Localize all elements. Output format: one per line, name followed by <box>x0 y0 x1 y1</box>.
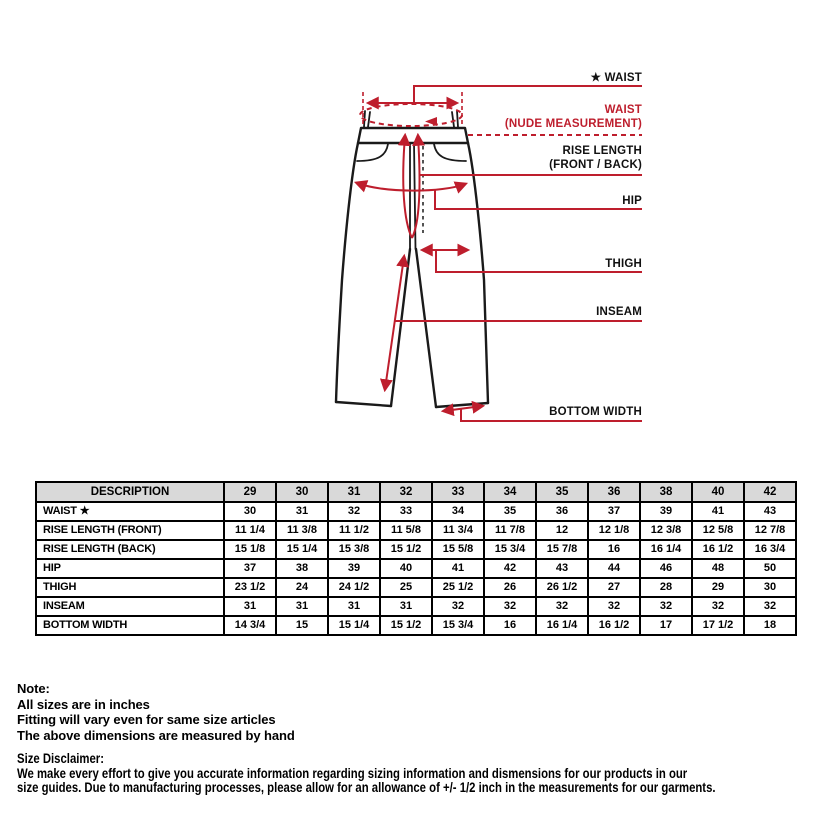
value-cell: 15 3/4 <box>484 540 536 559</box>
waist-guide-lines <box>363 92 462 127</box>
value-cell: 31 <box>276 502 328 521</box>
waist-label: ★ WAIST <box>590 72 642 84</box>
value-cell: 31 <box>380 597 432 616</box>
waist-leader-line <box>414 86 642 103</box>
pants-outline <box>336 111 488 407</box>
value-cell: 31 <box>328 597 380 616</box>
value-cell: 32 <box>588 597 640 616</box>
left-outer-seam <box>336 143 358 402</box>
header-cell-size: 33 <box>432 482 484 502</box>
value-cell: 16 3/4 <box>744 540 796 559</box>
note-line: The above dimensions are measured by hand <box>17 727 295 743</box>
value-cell: 15 1/2 <box>380 540 432 559</box>
value-cell: 32 <box>432 597 484 616</box>
value-cell: 16 <box>588 540 640 559</box>
value-cell: 15 1/4 <box>328 616 380 635</box>
rise-length-label-line1: RISE LENGTH <box>562 145 642 157</box>
value-cell: 29 <box>692 578 744 597</box>
value-cell: 17 <box>640 616 692 635</box>
value-cell: 35 <box>484 502 536 521</box>
note-block <box>17 681 295 743</box>
value-cell: 16 <box>484 616 536 635</box>
value-cell: 34 <box>432 502 484 521</box>
value-cell: 32 <box>484 597 536 616</box>
value-cell: 12 3/8 <box>640 521 692 540</box>
value-cell: 11 1/2 <box>328 521 380 540</box>
value-cell: 15 1/8 <box>224 540 276 559</box>
nude-waist-ellipse <box>360 104 462 126</box>
value-cell: 43 <box>744 502 796 521</box>
header-cell-size: 40 <box>692 482 744 502</box>
size-table <box>35 481 797 636</box>
value-cell: 28 <box>640 578 692 597</box>
right-inner-seam <box>416 249 436 407</box>
value-cell: 12 5/8 <box>692 521 744 540</box>
hip-label: HIP <box>622 195 642 207</box>
note-line: Fitting will vary even for same size articles <box>17 712 276 727</box>
row-label-cell: HIP <box>36 559 224 578</box>
value-cell: 32 <box>536 597 588 616</box>
value-cell: 18 <box>744 616 796 635</box>
row-label-cell: BOTTOM WIDTH <box>36 616 224 635</box>
value-cell: 43 <box>536 559 588 578</box>
value-cell: 39 <box>328 559 380 578</box>
value-cell: 15 5/8 <box>432 540 484 559</box>
hip-arrow <box>357 183 465 191</box>
value-cell: 24 <box>276 578 328 597</box>
disclaimer-line: size guides. Due to manufacturing processes, please allow for an allowance of +/- 1/2 inch in the measurements for our garments. <box>17 780 716 795</box>
row-label-cell: INSEAM <box>36 597 224 616</box>
size-table-header <box>36 482 796 502</box>
value-cell: 25 <box>380 578 432 597</box>
hip-leader-line <box>435 190 642 209</box>
header-cell-size: 32 <box>380 482 432 502</box>
value-cell: 15 1/4 <box>276 540 328 559</box>
value-cell: 38 <box>276 559 328 578</box>
value-cell: 24 1/2 <box>328 578 380 597</box>
value-cell: 16 1/4 <box>536 616 588 635</box>
value-cell: 14 3/4 <box>224 616 276 635</box>
left-hem <box>336 402 391 406</box>
value-cell: 11 5/8 <box>380 521 432 540</box>
header-cell-size: 38 <box>640 482 692 502</box>
bottom-width-label: BOTTOM WIDTH <box>549 406 642 418</box>
value-cell: 27 <box>588 578 640 597</box>
row-label-cell: THIGH <box>36 578 224 597</box>
value-cell: 15 1/2 <box>380 616 432 635</box>
header-cell-size: 30 <box>276 482 328 502</box>
value-cell: 26 1/2 <box>536 578 588 597</box>
header-cell-size: 31 <box>328 482 380 502</box>
value-cell: 12 7/8 <box>744 521 796 540</box>
value-cell: 11 3/8 <box>276 521 328 540</box>
value-cell: 30 <box>744 578 796 597</box>
value-cell: 50 <box>744 559 796 578</box>
value-cell: 31 <box>224 597 276 616</box>
value-cell: 33 <box>380 502 432 521</box>
value-cell: 15 3/8 <box>328 540 380 559</box>
value-cell: 32 <box>640 597 692 616</box>
value-cell: 32 <box>328 502 380 521</box>
value-cell: 17 1/2 <box>692 616 744 635</box>
value-cell: 11 1/4 <box>224 521 276 540</box>
table-row <box>36 597 796 616</box>
disclaimer-line: We make every effort to give you accurate information regarding sizing information and dismensions for our products in our <box>17 765 688 781</box>
header-cell-size: 36 <box>588 482 640 502</box>
waistband <box>358 128 468 143</box>
table-row <box>36 521 796 540</box>
value-cell: 15 3/4 <box>432 616 484 635</box>
note-title: Note: <box>17 681 50 696</box>
size-table-body <box>36 502 796 635</box>
value-cell: 37 <box>224 559 276 578</box>
table-row <box>36 578 796 597</box>
value-cell: 15 7/8 <box>536 540 588 559</box>
pocket-left <box>357 144 388 161</box>
value-cell: 46 <box>640 559 692 578</box>
value-cell: 37 <box>588 502 640 521</box>
value-cell: 26 <box>484 578 536 597</box>
table-header-row <box>36 482 796 502</box>
header-cell-description: DESCRIPTION <box>36 482 224 502</box>
diagram-labels <box>505 71 642 418</box>
measurement-marks <box>357 86 642 421</box>
value-cell: 30 <box>224 502 276 521</box>
table-row <box>36 502 796 521</box>
value-cell: 16 1/2 <box>588 616 640 635</box>
value-cell: 39 <box>640 502 692 521</box>
value-cell: 32 <box>744 597 796 616</box>
value-cell: 15 <box>276 616 328 635</box>
value-cell: 44 <box>588 559 640 578</box>
value-cell: 41 <box>692 502 744 521</box>
disclaimer-block <box>17 752 825 796</box>
value-cell: 16 1/4 <box>640 540 692 559</box>
thigh-label: THIGH <box>605 258 642 270</box>
value-cell: 41 <box>432 559 484 578</box>
disclaimer-title: Size Disclaimer: <box>17 751 104 766</box>
value-cell: 42 <box>484 559 536 578</box>
value-cell: 25 1/2 <box>432 578 484 597</box>
header-cell-size: 34 <box>484 482 536 502</box>
pocket-right <box>434 144 466 161</box>
value-cell: 40 <box>380 559 432 578</box>
value-cell: 12 1/8 <box>588 521 640 540</box>
belt-loop-right-icon <box>452 111 458 127</box>
rise-arrow-back <box>412 136 420 238</box>
value-cell: 36 <box>536 502 588 521</box>
value-cell: 32 <box>692 597 744 616</box>
table-row <box>36 559 796 578</box>
table-row <box>36 540 796 559</box>
value-cell: 16 1/2 <box>692 540 744 559</box>
value-cell: 12 <box>536 521 588 540</box>
value-cell: 48 <box>692 559 744 578</box>
header-cell-size: 29 <box>224 482 276 502</box>
row-label-cell: WAIST ★ <box>36 502 224 521</box>
row-label-cell: RISE LENGTH (BACK) <box>36 540 224 559</box>
table-row <box>36 616 796 635</box>
rise-length-label-line2: (FRONT / BACK) <box>549 159 642 171</box>
value-cell: 11 3/4 <box>432 521 484 540</box>
row-label-cell: RISE LENGTH (FRONT) <box>36 521 224 540</box>
note-line: All sizes are in inches <box>17 696 150 712</box>
waist-nude-label-line1: WAIST <box>604 104 642 116</box>
header-cell-size: 35 <box>536 482 588 502</box>
value-cell: 11 7/8 <box>484 521 536 540</box>
header-cell-size: 42 <box>744 482 796 502</box>
waist-nude-label-line2: (NUDE MEASUREMENT) <box>504 118 642 130</box>
inseam-label: INSEAM <box>596 306 642 318</box>
value-cell: 23 1/2 <box>224 578 276 597</box>
value-cell: 31 <box>276 597 328 616</box>
